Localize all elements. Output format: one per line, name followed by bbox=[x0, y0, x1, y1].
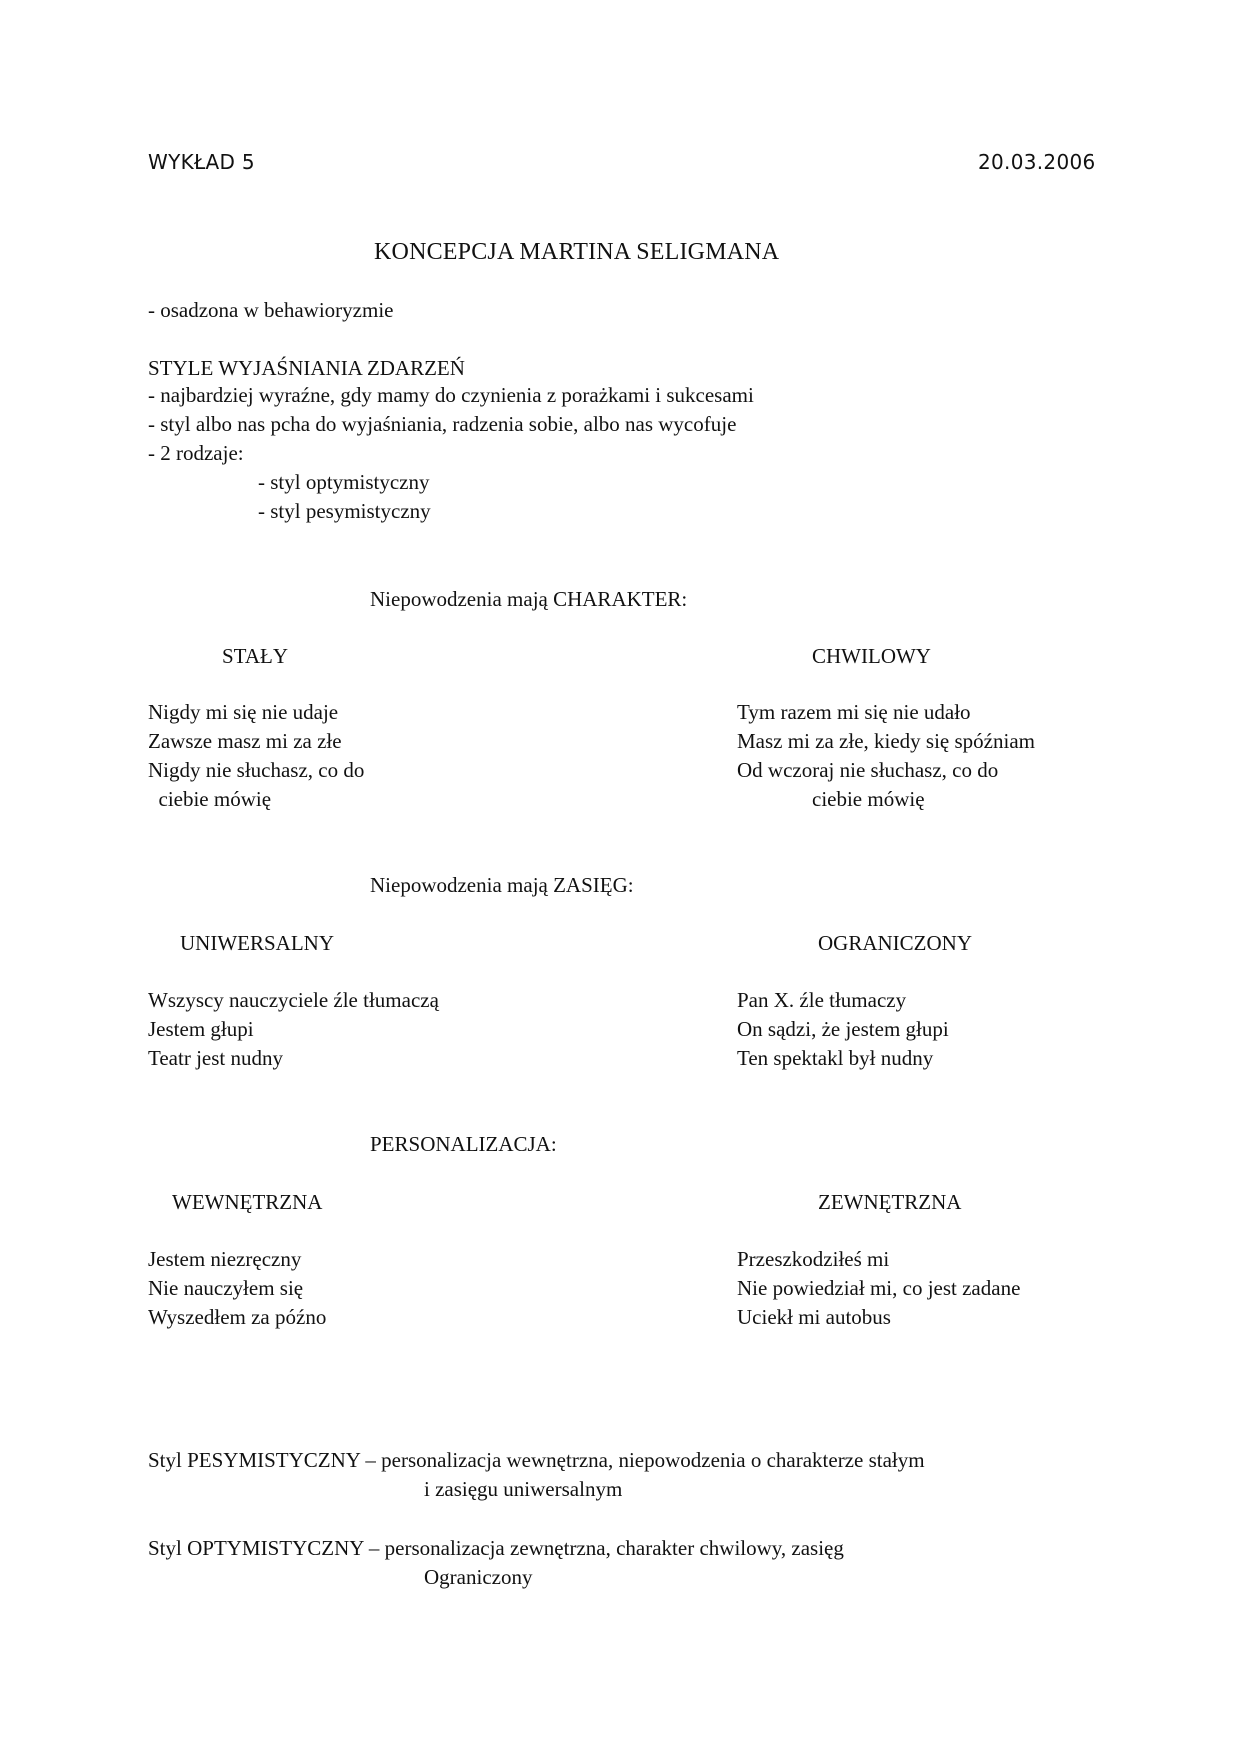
intro-line: - osadzona w behawioryzmie bbox=[148, 298, 394, 322]
summary-line: Styl PESYMISTYCZNY – personalizacja wewnętrzna, niepowodzenia o charakterze stałym bbox=[148, 1448, 925, 1472]
list-item: Masz mi za złe, kiedy się spóźniam bbox=[737, 729, 1035, 753]
lecture-label: WYKŁAD 5 bbox=[148, 150, 255, 174]
styles-list bbox=[148, 381, 754, 468]
list-item: Uciekł mi autobus bbox=[737, 1305, 891, 1329]
list-item: - najbardziej wyraźne, gdy mamy do czynienia z porażkami i sukcesami bbox=[148, 383, 754, 407]
summary-line: i zasięgu uniwersalnym bbox=[424, 1477, 623, 1501]
charakter-right-examples bbox=[737, 698, 1035, 814]
styles-heading: STYLE WYJAŚNIANIA ZDARZEŃ bbox=[148, 356, 465, 380]
list-item: ciebie mówię bbox=[812, 787, 925, 811]
zasieg-heading: Niepowodzenia mają ZASIĘG: bbox=[370, 873, 634, 897]
list-item: Nigdy mi się nie udaje bbox=[148, 700, 339, 724]
charakter-left-label: STAŁY bbox=[222, 644, 288, 668]
list-item: ciebie mówię bbox=[148, 787, 272, 811]
personalizacja-right-label: ZEWNĘTRZNA bbox=[818, 1190, 962, 1214]
list-item: Nie powiedział mi, co jest zadane bbox=[737, 1276, 1021, 1300]
list-item: Pan X. źle tłumaczy bbox=[737, 988, 907, 1012]
list-item: - styl albo nas pcha do wyjaśniania, radzenia sobie, albo nas wycofuje bbox=[148, 412, 737, 436]
list-item: Zawsze masz mi za złe bbox=[148, 729, 342, 753]
list-item: Jestem niezręczny bbox=[148, 1247, 302, 1271]
list-item: Nie nauczyłem się bbox=[148, 1276, 304, 1300]
list-item: Od wczoraj nie słuchasz, co do bbox=[737, 758, 999, 782]
personalizacja-right-examples bbox=[737, 1245, 1020, 1332]
styles-sublist bbox=[258, 468, 431, 526]
personalizacja-left-label: WEWNĘTRZNA bbox=[172, 1190, 323, 1214]
list-item: Przeszkodziłeś mi bbox=[737, 1247, 890, 1271]
zasieg-right-label: OGRANICZONY bbox=[818, 931, 972, 955]
list-item: - styl pesymistyczny bbox=[258, 499, 431, 523]
list-item: Tym razem mi się nie udało bbox=[737, 700, 971, 724]
list-item: Nigdy nie słuchasz, co do bbox=[148, 758, 365, 782]
summary-optimistic bbox=[148, 1534, 844, 1592]
charakter-left-examples bbox=[148, 698, 364, 814]
list-item: Ten spektakl był nudny bbox=[737, 1046, 934, 1070]
summary-pessimistic bbox=[148, 1446, 925, 1504]
charakter-right-label: CHWILOWY bbox=[812, 644, 931, 668]
list-item: - 2 rodzaje: bbox=[148, 441, 244, 465]
charakter-heading: Niepowodzenia mają CHARAKTER: bbox=[370, 587, 688, 611]
summary-line: Styl OPTYMISTYCZNY – personalizacja zewnętrzna, charakter chwilowy, zasięg bbox=[148, 1536, 844, 1560]
list-item: Wyszedłem za późno bbox=[148, 1305, 327, 1329]
zasieg-right-examples bbox=[737, 986, 949, 1073]
list-item: - styl optymistyczny bbox=[258, 470, 430, 494]
list-item: Wszyscy nauczyciele źle tłumaczą bbox=[148, 988, 439, 1012]
zasieg-left-examples bbox=[148, 986, 439, 1073]
personalizacja-left-examples bbox=[148, 1245, 326, 1332]
list-item: On sądzi, że jestem głupi bbox=[737, 1017, 949, 1041]
list-item: Jestem głupi bbox=[148, 1017, 254, 1041]
personalizacja-heading: PERSONALIZACJA: bbox=[370, 1132, 557, 1156]
page-title: KONCEPCJA MARTINA SELIGMANA bbox=[374, 239, 780, 265]
list-item: Teatr jest nudny bbox=[148, 1046, 283, 1070]
zasieg-left-label: UNIWERSALNY bbox=[180, 931, 334, 955]
summary-line: Ograniczony bbox=[424, 1565, 533, 1589]
lecture-date: 20.03.2006 bbox=[978, 150, 1096, 174]
